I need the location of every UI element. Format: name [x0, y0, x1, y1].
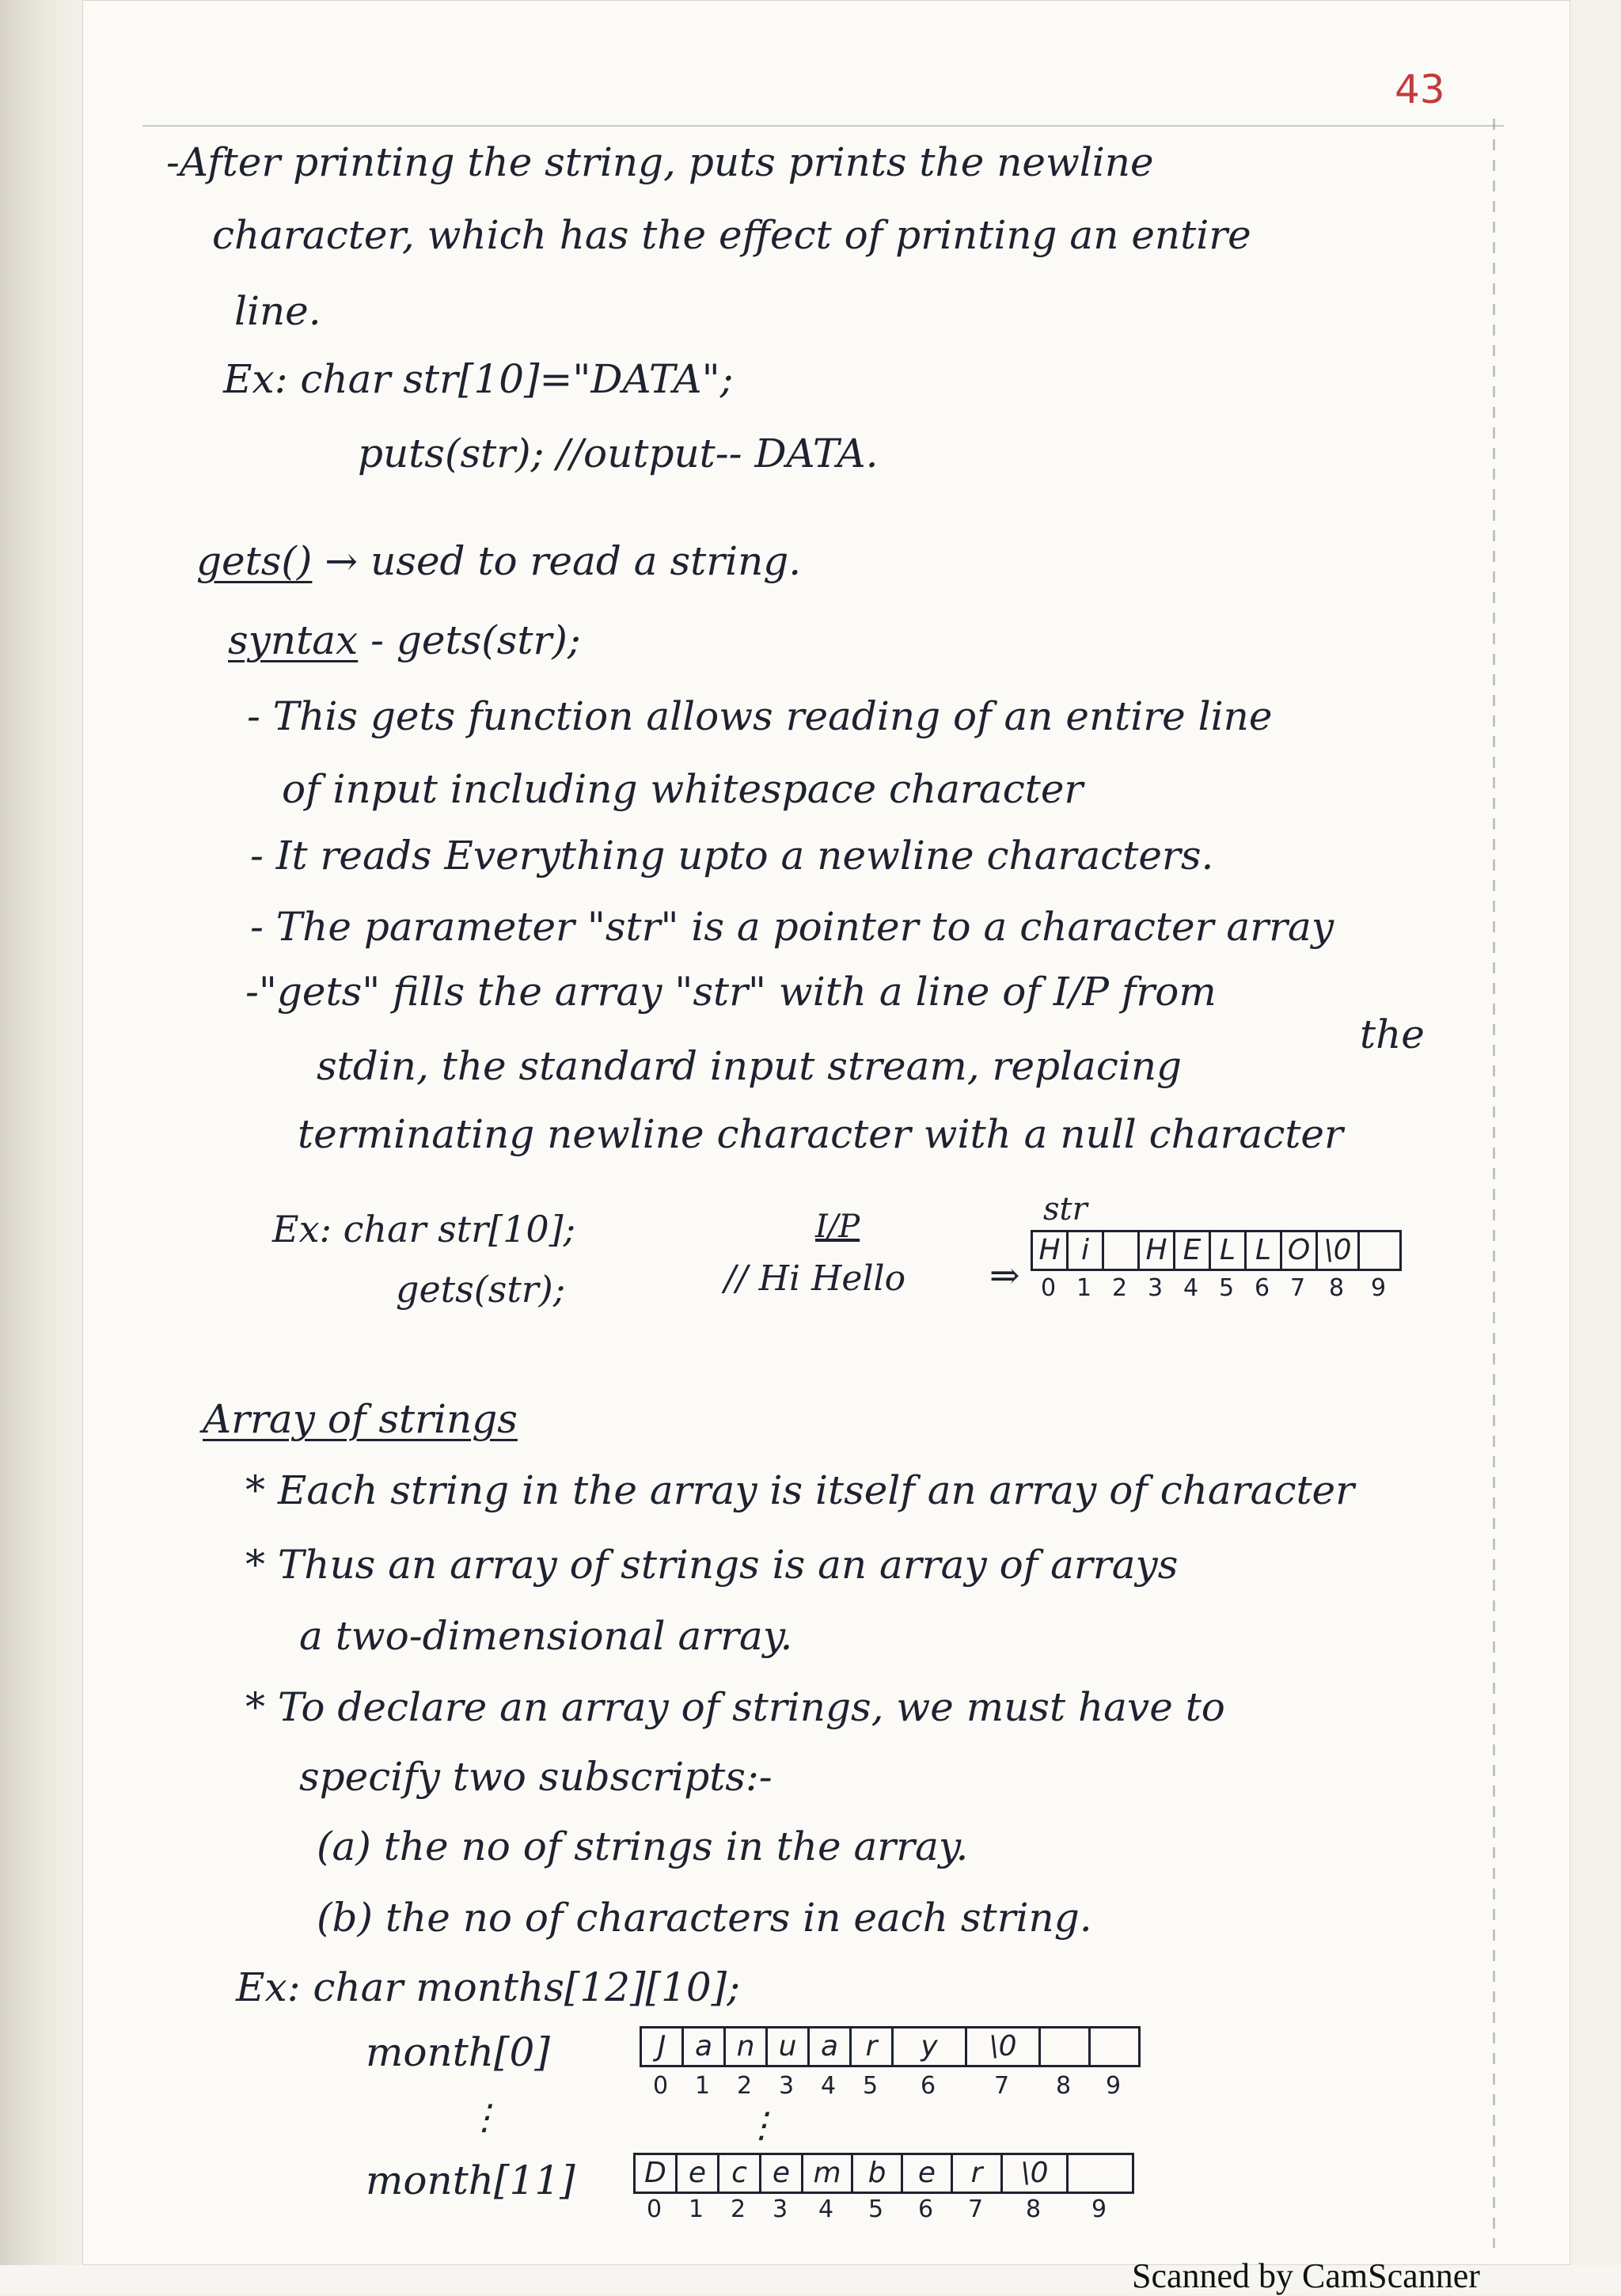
array-cell: e — [901, 2153, 951, 2194]
index-label: 4 — [818, 2195, 834, 2223]
array-cell: n — [723, 2026, 765, 2067]
index-label: 8 — [1328, 1274, 1345, 1302]
index-label: 4 — [820, 2072, 837, 2100]
index-label: 7 — [993, 2072, 1010, 2100]
index-label: 3 — [1147, 1274, 1164, 1302]
array-cell: \0 — [1000, 2153, 1066, 2194]
right-arrow-icon: → — [325, 538, 359, 584]
scanner-watermark: Scanned by CamScanner — [1132, 2256, 1480, 2295]
index-label: 2 — [730, 2195, 746, 2223]
index-label: 9 — [1105, 2072, 1122, 2100]
index-label: 3 — [778, 2072, 795, 2100]
array-cell: a — [681, 2026, 723, 2067]
section-heading-array-of-strings: Array of strings — [203, 1396, 518, 1442]
array-cell: c — [717, 2153, 759, 2194]
array-cell: L — [1244, 1230, 1280, 1271]
month-11-label: month[11] — [366, 2157, 575, 2203]
notebook-binding — [0, 0, 82, 2294]
gets-example-line-2: gets(str); — [396, 1268, 566, 1311]
vertical-ellipsis-icon: ⋮ — [467, 2097, 502, 2138]
text-line-24: (b) the no of characters in each string. — [317, 1895, 1092, 1941]
gets-line — [196, 540, 801, 583]
array-cell: b — [851, 2153, 901, 2194]
text-line-2: character, which has the effect of printing an entire — [212, 212, 1251, 258]
array-cell: m — [801, 2153, 851, 2194]
gets-example-line-1: Ex: char str[10]; — [272, 1208, 576, 1250]
text-line-19: * Thus an array of strings is an array of arrays — [245, 1542, 1179, 1588]
vertical-ellipsis-icon: ⋮ — [744, 2105, 779, 2146]
text-line-3: line. — [234, 288, 321, 334]
gets-description: used to read a string. — [370, 538, 802, 584]
array-cell: \0 — [965, 2026, 1038, 2067]
array-cell — [1102, 1230, 1137, 1271]
index-label: 7 — [967, 2195, 984, 2223]
array-cell: \0 — [1315, 1230, 1357, 1271]
month-0-array — [640, 2026, 1141, 2067]
month-0-label: month[0] — [366, 2029, 550, 2075]
array-cell: r — [951, 2153, 1000, 2194]
index-label: 1 — [694, 2072, 711, 2100]
index-label: 9 — [1091, 2195, 1107, 2223]
index-label: 8 — [1055, 2072, 1072, 2100]
text-line-8: - This gets function allows reading of an entire line — [247, 693, 1273, 739]
text-line-9: of input including whitespace character — [282, 766, 1084, 812]
index-label: 8 — [1025, 2195, 1042, 2223]
months-example-line: Ex: char months[12][10]; — [236, 1964, 741, 2010]
gets-heading: gets() — [196, 538, 313, 584]
array-cell: L — [1209, 1230, 1244, 1271]
example-line-2: puts(str); //output-- DATA. — [358, 431, 879, 476]
array-cell — [1066, 2153, 1134, 2194]
input-label: I/P — [815, 1209, 860, 1245]
array-cell: O — [1280, 1230, 1315, 1271]
array-cell: E — [1173, 1230, 1209, 1271]
text-line-14: terminating newline character with a null character — [298, 1111, 1343, 1157]
array-cell: H — [1137, 1230, 1173, 1271]
text-line-20: a two-dimensional array. — [299, 1613, 793, 1659]
text-line-23: (a) the no of strings in the array. — [317, 1824, 969, 1869]
index-label: 9 — [1370, 1274, 1387, 1302]
index-label: 5 — [1218, 1274, 1235, 1302]
margin-line — [1493, 119, 1495, 2248]
month-11-array — [633, 2153, 1134, 2194]
gets-char-array — [1031, 1230, 1402, 1271]
array-cell: a — [807, 2026, 849, 2067]
syntax-heading: syntax — [228, 617, 359, 663]
index-label: 2 — [736, 2072, 753, 2100]
index-label: 7 — [1289, 1274, 1306, 1302]
index-label: 6 — [1254, 1274, 1270, 1302]
syntax-line — [228, 619, 581, 662]
input-value: // Hi Hello — [724, 1258, 906, 1299]
array-cell: i — [1066, 1230, 1102, 1271]
array-cell — [1357, 1230, 1402, 1271]
month-11-index — [633, 2195, 1132, 2223]
index-label: 1 — [1076, 1274, 1092, 1302]
top-rule — [142, 125, 1504, 127]
index-label: 6 — [920, 2072, 936, 2100]
text-line-21: * To declare an array of strings, we must have to — [245, 1684, 1225, 1730]
text-line-13: stdin, the standard input stream, replacing — [317, 1043, 1183, 1089]
array-cell: J — [640, 2026, 681, 2067]
index-label: 2 — [1111, 1274, 1128, 1302]
array-cell: u — [765, 2026, 807, 2067]
array-cell: y — [891, 2026, 965, 2067]
index-label: 5 — [867, 2195, 884, 2223]
index-label: 3 — [772, 2195, 788, 2223]
index-label: 0 — [1040, 1274, 1057, 1302]
page-number: 43 — [1395, 66, 1445, 112]
index-label: 0 — [646, 2195, 662, 2223]
text-line-10: - It reads Everything upto a newline characters. — [250, 833, 1214, 879]
array-cell — [1038, 2026, 1088, 2067]
text-line-22: specify two subscripts:- — [299, 1754, 773, 1800]
array-cell: H — [1031, 1230, 1066, 1271]
syntax-code: - gets(str); — [370, 617, 581, 663]
text-line-1: -After printing the string, puts prints the newline — [166, 139, 1154, 185]
text-line-12: -"gets" fills the array "str" with a line of I/P from — [245, 969, 1217, 1015]
array-cell: e — [675, 2153, 717, 2194]
double-arrow-icon: ⇒ — [989, 1254, 1020, 1296]
index-label: 6 — [917, 2195, 934, 2223]
text-line-18: * Each string in the array is itself an array of character — [245, 1467, 1355, 1513]
index-label: 0 — [652, 2072, 669, 2100]
array-name-label: str — [1043, 1191, 1088, 1228]
index-label: 4 — [1183, 1274, 1199, 1302]
index-label: 5 — [862, 2072, 879, 2100]
array-cell: e — [759, 2153, 801, 2194]
text-line-12b: the — [1360, 1011, 1425, 1057]
gets-array-index — [1031, 1274, 1399, 1302]
array-cell: D — [633, 2153, 675, 2194]
month-0-index — [640, 2072, 1138, 2100]
example-line-1: Ex: char str[10]="DATA"; — [223, 356, 734, 402]
index-label: 1 — [688, 2195, 704, 2223]
array-cell: r — [849, 2026, 891, 2067]
text-line-11: - The parameter "str" is a pointer to a character array — [250, 904, 1334, 950]
array-cell — [1088, 2026, 1141, 2067]
